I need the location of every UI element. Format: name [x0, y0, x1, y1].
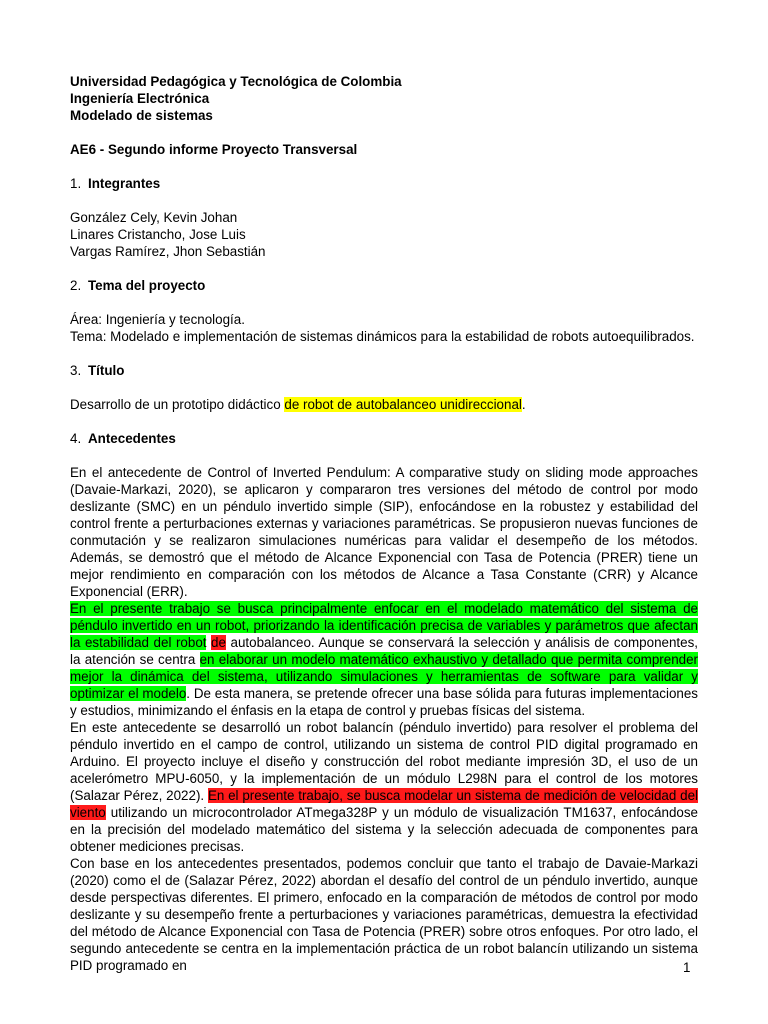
red-highlight: de [211, 635, 226, 650]
section-title: Integrantes [88, 176, 161, 191]
member-name: González Cely, Kevin Johan [70, 210, 238, 225]
area-text: Área: Ingeniería y tecnología. [70, 312, 245, 327]
university-name: Universidad Pedagógica y Tecnológica de Colombia [70, 74, 402, 89]
page-number: 1 [683, 960, 691, 975]
section-number: 1. [70, 176, 82, 191]
section-heading-integrantes [70, 175, 698, 192]
green-highlight: En el presente trabajo se busca principalmente enfocar en el modelado matemático del sistema de péndulo invertido en un robot, priorizando la identificación precisa de variables y parámetros que afectan la estabilidad del robot [70, 601, 698, 650]
section-number: 3. [70, 363, 82, 378]
paragraph-conclusion: Con base en los antecedentes presentados, podemos concluir que tanto el trabajo de Davaie-Markazi (2020) como el de (Salazar Pérez, 2022) abordan el desafío del control de un péndulo invertido, aunque desde perspectivas diferentes. El primero, enfocado en la comparación de métodos de control por modo deslizante y su desempeño frente a perturbaciones y variaciones paramétricas, demuestra la efectividad del método de Alcance Exponencial con Tasa de Potencia (PRER) sobre otros enfoques. Por otro lado, el segundo antecedente se centra en la implementación práctica de un robot balancín utilizando un sistema PID programado en [70, 856, 698, 973]
section-heading-antecedentes [70, 430, 698, 447]
titulo-text-before: Desarrollo de un prototipo didáctico [70, 397, 285, 412]
green-highlight: en elaborar un modelo matemático exhaustivo y detallado que permita comprender mejor la dinámica del sistema, utilizando simulaciones y herramientas de software para validar y optimizar el modelo [70, 652, 698, 701]
member-name: Vargas Ramírez, Jhon Sebastián [70, 244, 266, 259]
paragraph-antecedente-2 [70, 719, 698, 855]
plain-text: utilizando un microcontrolador ATmega328P y un módulo de visualización TM1637, enfocándose en la precisión del modelado matemático del sistema y la selección adecuada de componentes para obtener mediciones precisas. [70, 805, 698, 854]
titulo-text [70, 396, 698, 413]
program-name: Ingeniería Electrónica [70, 91, 210, 106]
tema-text: Tema: Modelado e implementación de sistemas dinámicos para la estabilidad de robots autoequilibrados. [70, 329, 695, 344]
section-number: 4. [70, 431, 82, 446]
plain-text: autobalanceo. Aunque se conservará la selección y análisis de componentes, la atención se centra [70, 635, 698, 667]
section-title: Tema del proyecto [88, 278, 206, 293]
member-name: Linares Cristancho, Jose Luis [70, 227, 246, 242]
plain-text: En este antecedente se desarrolló un robot balancín (péndulo invertido) para resolver el problema del péndulo invertido en el campo de control, utilizando un sistema de control PID digital programado en Arduino. El proyecto incluye el diseño y construcción del robot mediante impresión 3D, el uso de un acelerómetro MPU-6050, y la implementación de un módulo L298N para el control de los motores (Salazar Pérez, 2022). [70, 720, 698, 803]
red-highlight: En el presente trabajo, se busca modelar un sistema de medición de velocidad del viento [70, 788, 698, 820]
course-name: Modelado de sistemas [70, 108, 213, 123]
paragraph-presente-trabajo-1 [70, 600, 698, 719]
section-title: Antecedentes [88, 431, 176, 446]
assignment-title: AE6 - Segundo informe Proyecto Transversal [70, 142, 358, 157]
section-heading-titulo [70, 362, 698, 379]
document-body [70, 73, 698, 974]
titulo-highlight: de robot de autobalanceo unidireccional [284, 397, 522, 412]
section-number: 2. [70, 278, 82, 293]
titulo-text-after: . [521, 397, 526, 412]
section-title: Título [88, 363, 125, 378]
paragraph-antecedente-1: En el antecedente de Control of Inverted Pendulum: A comparative study on sliding mode approaches (Davaie-Markazi, 2020), se aplicaron y compararon tres versiones del método de control por modo deslizante (SMC) en un péndulo invertido simple (SIP), enfocándose en la robustez y estabilidad del control frente a perturbaciones externas y variaciones paramétricas. Se propusieron nuevas funciones de conmutación y se realizaron simulaciones numéricas para validar el desempeño de los métodos. Además, se demostró que el método de Alcance Exponencial con Tasa de Potencia (PRER) tiene un mejor rendimiento en comparación con los métodos de Alcance a Tasa Constante (CRR) y Alcance Exponencial (ERR). [70, 465, 698, 599]
section-heading-tema [70, 277, 698, 294]
plain-text: . De esta manera, se pretende ofrecer una base sólida para futuras implementaciones y estudios, minimizando el énfasis en la etapa de control y pruebas físicas del sistema. [70, 686, 699, 718]
